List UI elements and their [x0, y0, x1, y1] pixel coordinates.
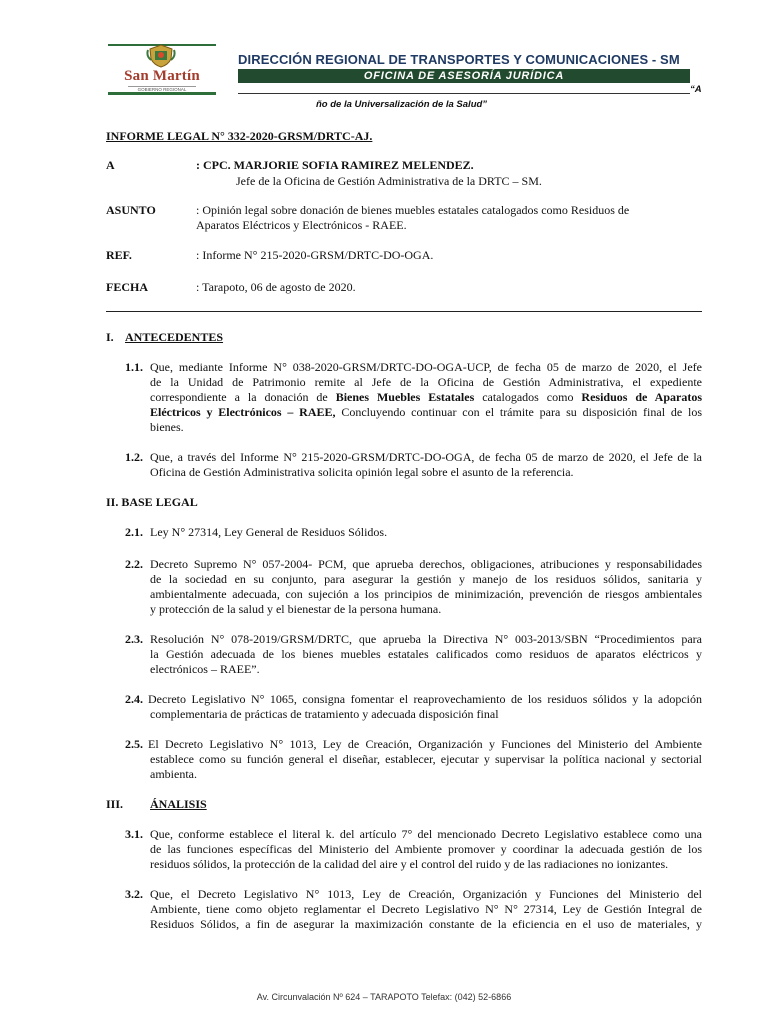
text-span: correspondiente a la donación de [150, 390, 336, 404]
item-3-2-line-2: Ambiente, tiene como objeto reglamentar el Decreto Legislativo N° N° 27314, Ley de Gestión Integral de [150, 902, 702, 916]
item-2-2-line-1: Decreto Supremo N° 057-2004- PCM, que aprueba derechos, obligaciones, atribuciones y responsabilidades [150, 557, 702, 571]
section-3-number: III. [106, 797, 124, 811]
item-1-1-line-3 [150, 390, 702, 405]
logo-subtitle: GOBIERNO REGIONAL [128, 86, 196, 92]
item-2-5-number: 2.5. [125, 737, 143, 751]
to-role: Jefe de la Oficina de Gestión Administrativa de la DRTC – SM. [236, 174, 542, 188]
item-3-1-line-3: residuos sólidos, la protección de la calidad del aire y el control del ruido y de las radiaciones no ionizantes. [150, 857, 669, 871]
item-2-3-line-3: electrónicos – RAEE”. [150, 662, 260, 676]
subject-line-1: : Opinión legal sobre donación de bienes muebles estatales catalogados como Residuos de [196, 203, 630, 217]
item-2-5-line-2: establece como su función general el diseñar, establecer, ejecutar y supervisar la política nacional y sectorial [150, 752, 702, 766]
header-rule [238, 93, 690, 94]
item-2-2-number: 2.2. [125, 557, 143, 571]
section-1-title: ANTECEDENTES [125, 330, 224, 344]
bold-span: Bienes Muebles Estatales [335, 390, 475, 404]
subject-label: ASUNTO [106, 203, 156, 217]
section-1-number: I. [106, 330, 114, 344]
coat-of-arms-icon [146, 44, 176, 68]
item-2-4-line-1: Decreto Legislativo N° 1065, consigna fomentar el reaprovechamiento de los residuos sólidos y la adopción [148, 692, 702, 706]
item-2-4-number: 2.4. [125, 692, 143, 706]
item-3-1-number: 3.1. [125, 827, 143, 841]
item-2-5-line-1: El Decreto Legislativo N° 1013, Ley de Creación, Organización y Funciones del Ministerio del Ambiente [148, 737, 702, 751]
item-1-2-line-1: Que, a través del Informe N° 215-2020-GRSM/DRTC-DO-OGA, de fecha 05 de marzo de 2020, el Jefe de la [150, 450, 702, 464]
year-quote-start: “A [690, 84, 702, 95]
item-2-2-line-2: de la sociedad en su conjunto, para asegurar la gestión y manejo de los residuos sólidos, sanitaria y [150, 572, 702, 586]
section-3-title: ÁNALISIS [150, 797, 207, 811]
item-2-4-line-2: complementaria de prácticas de tratamiento y adecuada disposición final [150, 707, 499, 721]
logo-text: San Martín [124, 68, 200, 84]
logo [108, 42, 216, 96]
item-1-1-line-4 [150, 405, 702, 420]
ref-value: : Informe N° 215-2020-GRSM/DRTC-DO-OGA. [196, 248, 434, 262]
item-2-1-line-1: Ley N° 27314, Ley General de Residuos Sólidos. [150, 525, 388, 539]
text-span: catalogados como [474, 390, 582, 404]
report-heading: INFORME LEGAL N° 332-2020-GRSM/DRTC-AJ. [106, 129, 373, 143]
page-footer: Av. Circunvalación Nº 624 – TARAPOTO Telefax: (042) 52-6866 [256, 992, 512, 1002]
item-1-1-number: 1.1. [125, 360, 143, 374]
ref-label: REF. [106, 248, 132, 262]
item-3-2-line-3: Residuos Sólidos, a fin de asegurar la maximización constante de la eficiencia en el uso de materiales, y [150, 917, 702, 931]
item-2-2-line-4: y protección de la salud y el bienestar de la persona humana. [150, 602, 442, 616]
bold-span: Residuos de Aparatos [581, 390, 702, 404]
subject-line-2: Aparatos Eléctricos y Electrónicos - RAEE. [196, 218, 407, 232]
to-label: A [106, 158, 115, 172]
item-1-2-line-2: Oficina de Gestión Administrativa solicita opinión legal sobre el asunto de la referencia. [150, 465, 574, 479]
institution-title: DIRECCIÓN REGIONAL DE TRANSPORTES Y COMUNICACIONES - SM [238, 52, 680, 67]
memo-divider [106, 311, 702, 312]
item-2-5-line-3: ambienta. [150, 767, 197, 781]
date-label: FECHA [106, 280, 148, 294]
item-1-1-line-2: de la Unidad de Patrimonio remite al Jefe de la Oficina de Gestión Administrativa, el expediente [150, 375, 702, 389]
logo-bottom-bar [108, 92, 216, 95]
to-name: : CPC. MARJORIE SOFIA RAMIREZ MELENDEZ. [196, 158, 474, 172]
item-2-3-number: 2.3. [125, 632, 143, 646]
item-1-1-line-1: Que, mediante Informe N° 038-2020-GRSM/DRTC-DO-OGA-UCP, de fecha 05 de marzo de 2020, el Jefe [150, 360, 702, 374]
bold-span: Eléctricos y Electrónicos – RAEE, [150, 405, 336, 419]
date-value: : Tarapoto, 06 de agosto de 2020. [196, 280, 356, 294]
item-2-3-line-2: la Gestión adecuada de los bienes muebles estatales calificados como residuos de aparatos eléctricos y [150, 647, 702, 661]
item-1-1-line-5: bienes. [150, 420, 184, 434]
office-title: OFICINA DE ASESORÍA JURÍDICA [363, 70, 565, 82]
section-2-title: II. BASE LEGAL [106, 495, 198, 509]
item-3-2-line-1: Que, el Decreto Legislativo N° 1013, Ley de Creación, Organización y Funciones del Ministerio del [150, 887, 702, 901]
item-2-1-number: 2.1. [125, 525, 143, 539]
item-1-2-number: 1.2. [125, 450, 143, 464]
item-3-1-line-1: Que, conforme establece el literal k. del artículo 7° del mencionado Decreto Legislativo establece como una [150, 827, 702, 841]
item-2-3-line-1: Resolución N° 078-2019/GRSM/DRTC, que aprueba la Directiva N° 003-2013/SBN “Procedimientos para [150, 632, 702, 646]
item-2-2-line-3: ambientalmente adecuada, con sujeción a los principios de minimización, prevención de riesgos ambientales [150, 587, 702, 601]
item-3-1-line-2: de las funciones específicas del Ministerio del Ambiente promover y coordinar la adecuada gestión de los [150, 842, 702, 856]
year-motto: ño de la Universalización de la Salud” [316, 99, 488, 110]
text-span: Concluyendo continuar con el trámite para su disposición final de los [335, 405, 702, 419]
item-3-2-number: 3.2. [125, 887, 143, 901]
